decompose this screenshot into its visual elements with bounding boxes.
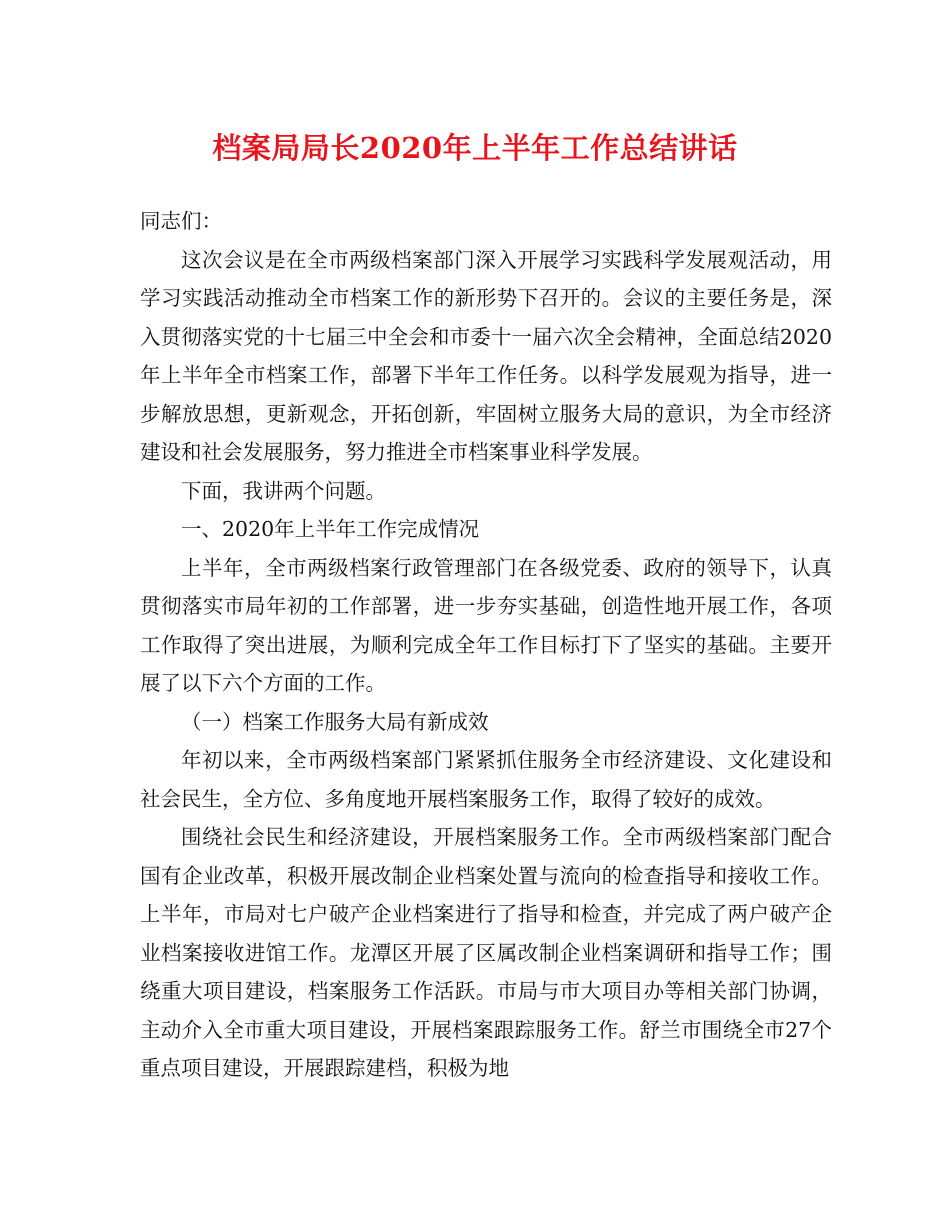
section-heading-1: 一、2020年上半年工作完成情况 bbox=[181, 517, 480, 541]
paragraph-meeting-intro: 这次会议是在全市两级档案部门深入开展学习实践科学发展观活动，用学习实践活动推动全市档案工作的新形势下召开的。会议的主要任务是，深入贯彻落实党的十七届三中全会和市委十一届六次全会精神，全面总结2020年上半年全市档案工作，部署下半年工作任务。以科学发展观为指导，进一步解放思想，更新观念，开拓创新，牢固树立服务大局的意识，为全市经济建设和社会发展服务，努力推进全市档案事业科学发展。 bbox=[140, 247, 832, 464]
paragraph-livelihood-economy: 围绕社会民生和经济建设，开展档案服务工作。全市两级档案部门配合国有企业改革，积极开展改制企业档案处置与流向的检查指导和接收工作。上半年，市局对七户破产企业档案进行了指导和检查，并完成了两户破产企业档案接收进馆工作。龙潭区开展了区属改制企业档案调研和指导工作；围绕重大项目建设，档案服务工作活跃。市局与市大项目办等相关部门协调，主动介入全市重大项目建设，开展档案跟踪服务工作。舒兰市围绕全市27个重点项目建设，开展跟踪建档，积极为地 bbox=[140, 825, 832, 1080]
paragraph-service-results: 年初以来，全市两级档案部门紧紧抓住服务全市经济建设、文化建设和社会民生，全方位、多角度地开展档案服务工作，取得了较好的成效。 bbox=[140, 748, 832, 811]
paragraph-two-issues: 下面，我讲两个问题。 bbox=[181, 478, 386, 503]
salutation: 同志们： bbox=[140, 209, 222, 233]
paragraph-first-half-summary: 上半年，全市两级档案行政管理部门在各级党委、政府的领导下，认真贯彻落实市局年初的工作部署，进一步夯实基础，创造性地开展工作，各项工作取得了突出进展，为顺利完成全年工作目标打下了坚实的基础。主要开展了以下六个方面的工作。 bbox=[140, 555, 832, 695]
document-title: 档案局局长2020年上半年工作总结讲话 bbox=[212, 131, 738, 165]
subsection-heading-1: （一）档案工作服务大局有新成效 bbox=[181, 709, 489, 734]
document-body bbox=[140, 202, 832, 1088]
